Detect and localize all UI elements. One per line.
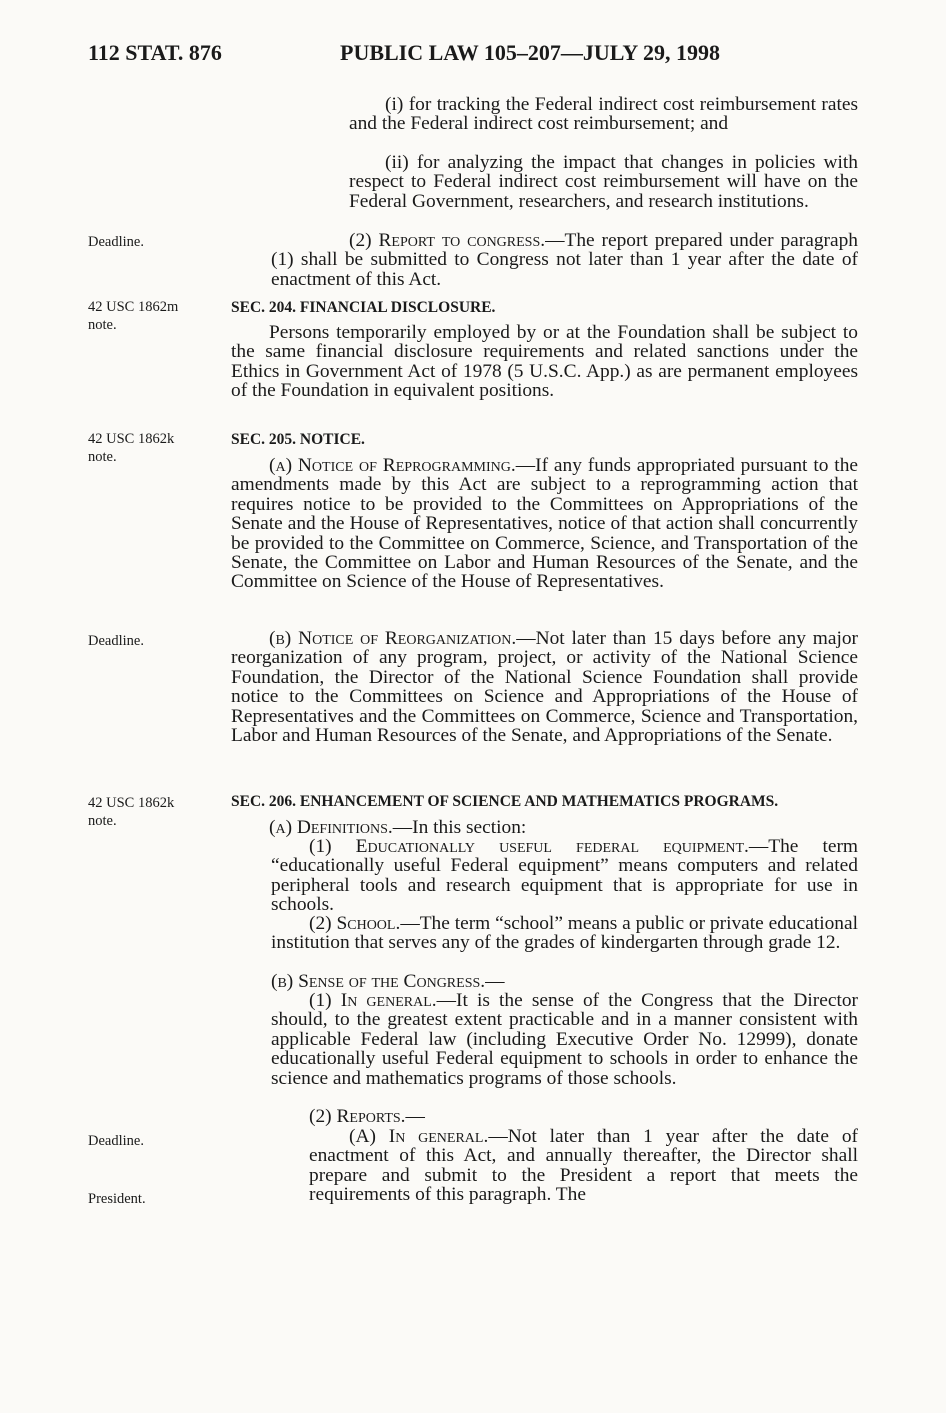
stat-page-number: 112 STAT. 876 (88, 40, 222, 65)
margin-note-usc-1862k-1 (88, 430, 228, 466)
margin-note-deadline-2: Deadline. (88, 633, 144, 649)
definition-2-text (231, 914, 858, 953)
definition-1-text (231, 837, 858, 915)
clause-ii (231, 153, 858, 211)
section-206-b (231, 972, 858, 991)
sense-1-text (231, 991, 858, 1088)
section-205-a-body: —If any funds appropriated pursuant to the amendments made by this Act are subject to a reprogramming action that requires notice to be provided to the Committees on Appropriations of the Senate and the House of Representatives, notice of that action shall concurrently be provided to the Committee on Commerce, Science, and Transportation of the Senate, the Committee on Labor and Human Resources of the Senate, and the Committee on Science of the House of Representatives. (231, 455, 858, 593)
paragraph-2-heading: (2) Report to congress. (349, 230, 546, 251)
section-204-text: Persons temporarily employed by or at the Foundation shall be subject to the same financial disclosure requirements and related sanctions under the Ethics in Government Act of 1978 (5 U.S.C. App.) as are permanent employees of the Foundation in equivalent positions. (231, 322, 858, 402)
definition-2-body: —The term “school” means a public or private educational institution that serves any of the grades of kindergarten through grade 12. (271, 913, 858, 954)
section-206-b-text (231, 972, 858, 991)
reports-a-heading: (A) In general. (349, 1126, 489, 1147)
margin-note-usc-1862m (88, 298, 228, 334)
section-206-b-heading: (b) Sense of the Congress. (271, 971, 486, 992)
reports-2-text (231, 1107, 858, 1126)
clause-ii-text: (ii) for analyzing the impact that changes in policies with respect to Federal indirect cost reimbursement will have on the Federal Government, researchers, and research institutions. (349, 152, 858, 212)
running-header (88, 40, 858, 70)
definition-1-body: —The term “educationally useful Federal equipment” means computers and related peripheral tools and research equipment that is appropriate for use in schools. (271, 836, 859, 916)
section-206-a-heading: (a) Definitions. (269, 817, 393, 838)
reports-2 (231, 1107, 858, 1126)
law-title: PUBLIC LAW 105–207—JULY 29, 1998 (340, 40, 720, 65)
reports-a (231, 1127, 858, 1205)
section-206-b-body: — (485, 971, 505, 992)
margin-note-suffix: note. (88, 813, 117, 829)
sense-1 (231, 991, 858, 1088)
margin-note-deadline-1: Deadline. (88, 234, 144, 250)
margin-note-citation: 42 USC 1862m (88, 299, 179, 315)
margin-note-suffix: note. (88, 317, 117, 333)
paragraph-2-body: —The report prepared under paragraph (1) shall be submitted to Congress not later than 1 year after the date of enactment of this Act. (271, 230, 858, 290)
reports-2-body: — (405, 1106, 425, 1127)
paragraph-2-text (231, 231, 858, 289)
section-205-heading: SEC. 205. NOTICE. (231, 431, 365, 448)
section-206-a-body: —In this section: (392, 817, 527, 838)
margin-note-suffix: note. (88, 449, 117, 465)
margin-note-deadline-3: Deadline. (88, 1133, 144, 1149)
section-205-b (231, 629, 858, 745)
section-204-body (231, 323, 858, 401)
section-205-a (231, 456, 858, 592)
section-205-b-body: —Not later than 15 days before any major reorganization of any program, project, or activity of the National Science Foundation, the Director of the National Science Foundation shall provide notice to the Committees on Science and Appropriations of the House of Representatives and the Committees on Commerce, Science and Transportation, Labor and Human Resources of the Senate, and Appropriations of the Senate. (231, 628, 858, 747)
section-206-a-text (231, 818, 858, 837)
section-205-a-text (231, 456, 858, 592)
reports-a-text (231, 1127, 858, 1205)
definition-1-heading: (1) Educationally useful federal equipment. (309, 836, 749, 857)
paragraph-2-report (231, 231, 858, 289)
section-205-a-heading: (a) Notice of Reprogramming. (269, 455, 516, 476)
section-206-heading: SEC. 206. ENHANCEMENT OF SCIENCE AND MATHEMATICS PROGRAMS. (231, 793, 779, 810)
margin-note-president: President. (88, 1191, 146, 1207)
section-205-b-text (231, 629, 858, 745)
definition-2-heading: (2) School. (309, 913, 401, 934)
margin-note-citation: 42 USC 1862k (88, 795, 175, 811)
clause-i (231, 95, 858, 134)
margin-note-citation: 42 USC 1862k (88, 431, 175, 447)
definition-1 (231, 837, 858, 915)
section-206-a (231, 818, 858, 837)
margin-note-usc-1862k-2 (88, 794, 228, 830)
section-204-heading: SEC. 204. FINANCIAL DISCLOSURE. (231, 299, 496, 316)
clause-i-text: (i) for tracking the Federal indirect cost reimbursement rates and the Federal indirect cost reimbursement; and (349, 94, 858, 135)
section-205-b-heading: (b) Notice of Reorganization. (269, 628, 517, 649)
sense-1-body: —It is the sense of the Congress that the Director should, to the greatest extent practicable and in a manner consistent with applicable Federal law (including Executive Order No. 12999), donate educationally useful Federal equipment to schools in order to enhance the science and mathematics programs of those schools. (271, 990, 858, 1089)
definition-2 (231, 914, 858, 953)
sense-1-heading: (1) In general. (309, 990, 437, 1011)
reports-a-body: —Not later than 1 year after the date of enactment of this Act, and annually thereafter, the Director shall prepare and submit to the President a report that meets the requirements of this paragraph. The (309, 1126, 858, 1206)
reports-2-heading: (2) Reports. (309, 1106, 406, 1127)
